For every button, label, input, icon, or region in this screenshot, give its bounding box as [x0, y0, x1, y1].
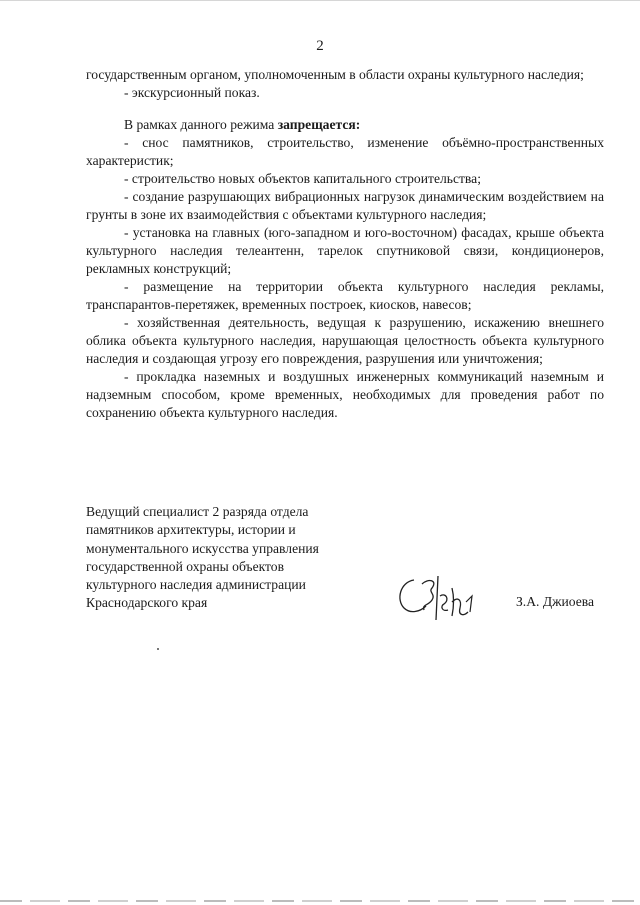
position-line: Краснодарского края [86, 595, 208, 611]
list-item-new-construction: - строительство новых объектов капитального строительства; [124, 171, 481, 186]
position-line: памятников архитектуры, истории и [86, 522, 296, 538]
position-line: Ведущий специалист 2 разряда отдела [86, 504, 309, 519]
paragraph-continuation: государственным органом, уполномоченным в области охраны культурного наследия; [86, 67, 584, 82]
scan-edge-top [0, 0, 640, 1]
list-item-economic-activity: - хозяйственная деятельность, ведущая к разрушению, искажению внешнего облика объекта культурного наследия, нарушающая целостность объекта культурного наследия и создающая угрозу его повреждения, разрушения или уничтожения; [86, 315, 604, 366]
scan-speck [157, 648, 159, 650]
prohibitions-heading [86, 116, 604, 134]
signatory-name: З.А. Джиоева [516, 594, 595, 609]
position-line: культурного наследия администрации [86, 577, 306, 593]
position-line: государственной охраны объектов [86, 558, 285, 574]
document-body [86, 66, 604, 422]
list-item-excursion: - экскурсионный показ. [124, 85, 260, 100]
prohibitions-heading-bold: запрещается: [277, 117, 361, 132]
list-item-demolition: - снос памятников, строительство, изменение объёмно-пространственных характеристик; [86, 135, 604, 168]
list-item-advertising: - размещение на территории объекта культурного наследия рекламы, транспарантов-перетяжек, временных построек, киосков, навесов; [86, 279, 604, 312]
page-number: 2 [316, 38, 324, 54]
list-item-vibration-loads: - создание разрушающих вибрационных нагрузок динамическим воздействием на грунты в зоне их взаимодействия с объектами культурного наследия; [86, 189, 604, 222]
scan-edge-bottom [0, 900, 640, 902]
signatory-position [86, 503, 386, 613]
prohibitions-heading-text: В рамках данного режима [124, 117, 278, 132]
position-line: монументального искусства управления [86, 540, 319, 556]
list-item-utilities: - прокладка наземных и воздушных инженерных коммуникаций наземным и надземным способом, кроме временных, необходимых для проведения работ по сохранению объекта культурного наследия. [86, 369, 604, 420]
list-item-antenna-installation: - установка на главных (юго-западном и юго-восточном) фасадах, крыше объекта культурного наследия телеантенн, тарелок спутниковой связи, кондиционеров, рекламных конструкций; [86, 225, 604, 276]
handwritten-signature [392, 566, 492, 626]
